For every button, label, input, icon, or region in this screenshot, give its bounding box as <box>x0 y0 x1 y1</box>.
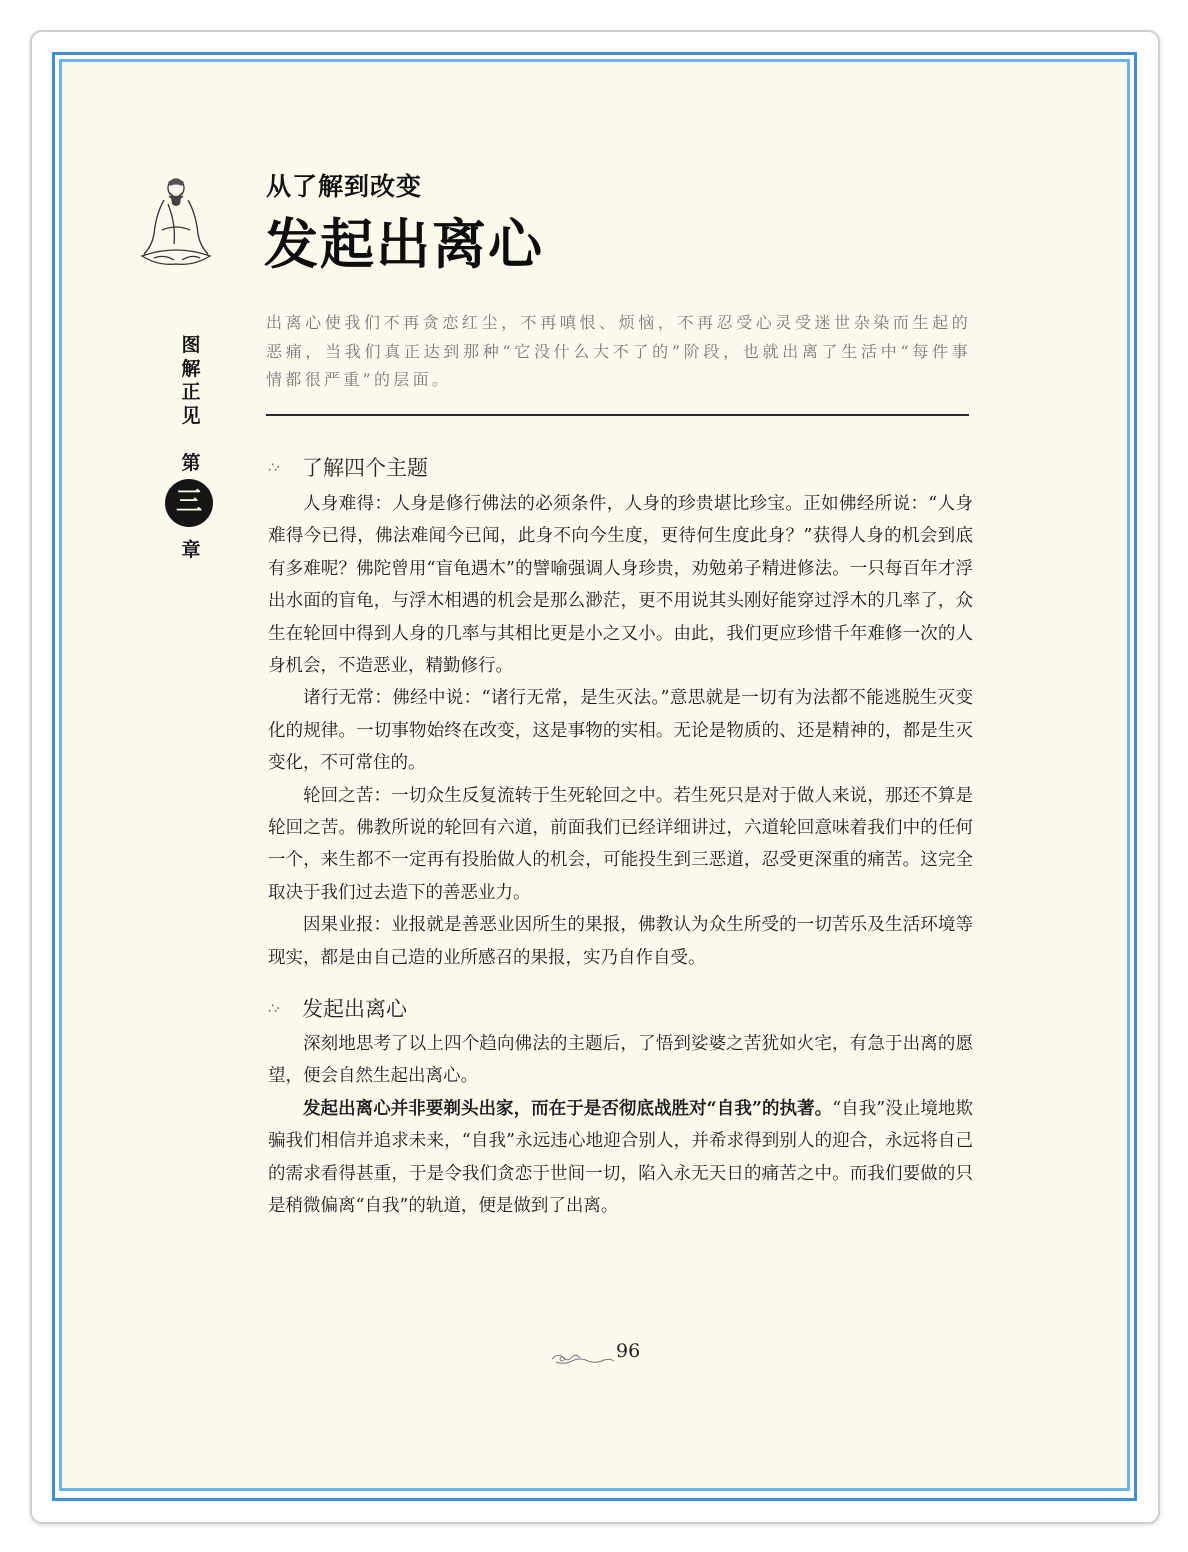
section-heading-1 <box>268 452 428 482</box>
chapter-number-badge: 三 <box>165 479 213 527</box>
flourish-icon: ∴· <box>268 1001 280 1017</box>
paragraph: 因果业报：业报就是善恶业因所生的果报，佛教认为众生所受的一切苦乐及生活环境等现实，都是由自己造的业所感召的果报，实乃自作自受。 <box>268 915 973 968</box>
seated-monk-illustration <box>134 174 218 270</box>
page-number: 96 <box>616 1340 641 1362</box>
section-heading-text: 了解四个主题 <box>302 456 428 480</box>
page-footer <box>550 1340 650 1370</box>
bold-lead-continuation: “自我”没止境地欺骗我们相信并追求未来，“自我”永远违心地迎合别人，并希求得到别人的迎合，永远将自己的需求看得甚重，于是令我们贪恋于世间一切，陷入永无天日的痛苦之中。而我们要做的只是稍微偏离“自我”的轨道，便是做到了出离。 <box>268 1098 973 1217</box>
paragraph: 诸行无常：佛经中说：“诸行无常，是生灭法。”意思就是一切有为法都不能逃脱生灭变化的规律。一切事物始终在改变，这是事物的实相。无论是物质的、还是精神的，都是生灭变化，不可常住的。 <box>268 688 973 774</box>
section-kicker: 从了解到改变 <box>266 172 423 201</box>
chapter-suffix: 章 <box>181 539 201 561</box>
section-body-1 <box>268 488 973 974</box>
bold-lead: 发起出离心并非要剃头出家，而在于是否彻底战胜对“自我”的执著。 <box>303 1098 833 1119</box>
cloud-ornament-icon <box>550 1350 616 1366</box>
paragraph: 人身难得：人身是修行佛法的必须条件，人身的珍贵堪比珍宝。正如佛经所说：“人身难得今已得，佛法难闻今已闻，此身不向今生度，更待何生度此身？”获得人身的机会到底有多难呢？佛陀曾用“盲龟遇木”的譬喻强调人身珍贵，劝勉弟子精进修法。一只每百年才浮出水面的盲龟，与浮木相遇的机会是那么渺茫，更不用说其头刚好能穿过浮木的几率了，众生在轮回中得到人身的几率与其相比更是小之又小。由此，我们更应珍惜千年难修一次的人身机会，不造恶业，精勤修行。 <box>268 494 973 677</box>
divider-line <box>266 414 969 416</box>
chapter-prefix: 第 <box>181 452 201 474</box>
section-heading-2 <box>268 993 407 1023</box>
series-title-vertical: 图解正见 <box>181 334 201 427</box>
section-body-2 <box>268 1028 973 1222</box>
section-heading-text: 发起出离心 <box>302 997 407 1021</box>
page-title: 发起出离心 <box>264 212 544 276</box>
paragraph-bold-lead <box>268 1093 973 1223</box>
paragraph: 深刻地思考了以上四个趋向佛法的主题后，了悟到娑婆之苦犹如火宅，有急于出离的愿望，便会自然生起出离心。 <box>268 1034 973 1087</box>
intro-paragraph: 出离心使我们不再贪恋红尘，不再嗔恨、烦恼，不再忍受心灵受迷世杂染而生起的恶痛，当我们真正达到那种“它没什么大不了的”阶段，也就出离了生活中“每件事情都很严重”的层面。 <box>266 313 971 389</box>
flourish-icon: ∴· <box>268 460 280 476</box>
paragraph: 轮回之苦：一切众生反复流转于生死轮回之中。若生死只是对于做人来说，那还不算是轮回之苦。佛教所说的轮回有六道，前面我们已经详细讲过，六道轮回意味着我们中的任何一个，来生都不一定再有投胎做人的机会，可能投生到三恶道，忍受更深重的痛苦。这完全取决于我们过去造下的善恶业力。 <box>268 785 973 903</box>
